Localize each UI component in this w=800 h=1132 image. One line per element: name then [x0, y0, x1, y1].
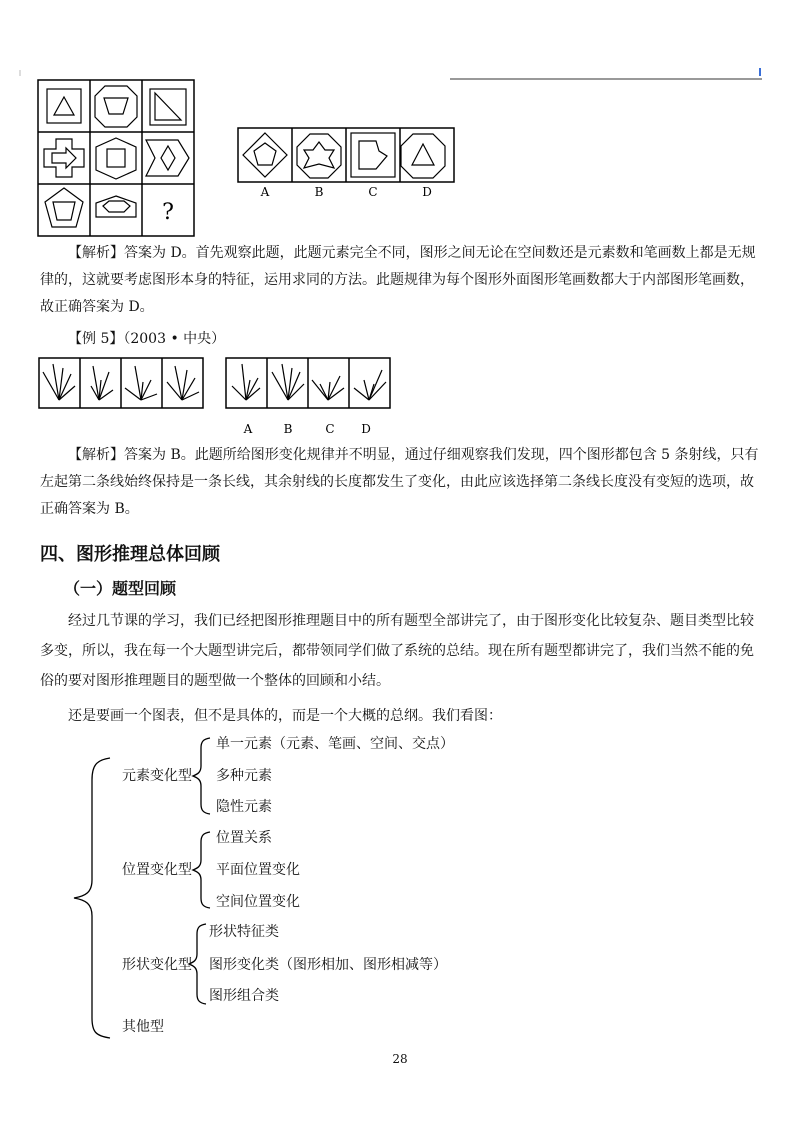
analysis1-prefix: 【解析】: [68, 245, 124, 261]
example5-source: （2003 • 中央）: [123, 331, 226, 347]
analysis1-text: 答案为 D。首先观察此题，此题元素完全不同，图形之间无论在空间数还是元素数和笔画数上都是无规律的，这就要考虑图形本身的特征，运用求同的方法。此题规律为每个图形外面图形笔画数都大于内部图形笔画数，故正确答案为 D。: [40, 245, 756, 315]
analysis2-prefix: 【解析】: [68, 447, 124, 463]
body-text: 经过几节课的学习，我们已经把图形推理题目中的所有题型全部讲完了，由于图形变化比较复杂、题目类型比较多变，所以，我在每一个大题型讲完后，都带领同学们做了系统的总结。现在所有题型都讲完了，我们当然不能的免俗的要对图形推理题目的题型做一个整体的回顾和小结。: [40, 613, 754, 689]
outline-item: 空间位置变化: [216, 894, 300, 910]
outline-item: 平面位置变化: [216, 862, 300, 878]
outline-item: 位置关系: [216, 830, 272, 846]
outline-item: 单一元素（元素、笔画、空间、交点）: [216, 736, 454, 752]
outline-other: 其他型: [122, 1019, 164, 1035]
ex5-option-label-b: B: [283, 422, 293, 436]
section4-1-title: （一）题型回顾: [64, 579, 177, 598]
ex5-option-label-a: A: [243, 422, 253, 436]
outline-group-position: 位置变化型: [122, 862, 192, 878]
brace-group-1: [193, 738, 210, 814]
ex5-option-label-d: D: [361, 422, 371, 436]
example5-prefix: 【例 5】: [68, 331, 124, 347]
outline-group-shape: 形状变化型: [122, 957, 192, 973]
ex5-option-label-c: C: [325, 422, 335, 436]
option-label-d: D: [422, 185, 432, 199]
outline-item: 形状特征类: [209, 924, 279, 940]
option-label-c: C: [368, 185, 378, 199]
intro-line: 还是要画一个图表，但不是具体的，而是一个大概的总纲。我们看图：: [68, 708, 502, 724]
section4-title: 四、图形推理总体回顾: [40, 544, 220, 565]
page-number: 28: [392, 1052, 408, 1066]
outline-item: 图形组合类: [209, 988, 279, 1004]
outline-item: 图形变化类（图形相加、图形相减等）: [209, 957, 447, 973]
outline-item: 多种元素: [216, 768, 272, 784]
question-mark: ?: [162, 200, 174, 225]
main-brace: [74, 758, 110, 1038]
analysis2-text: 答案为 B。此题所给图形变化规律并不明显，通过仔细观察我们发现，四个图形都包含 5 条射线，只有左起第二条线始终保持是一条长线，其余射线的长度都发生了变化，由此应该选择第二条线长度没有变短的选项，故正确答案为 B。: [40, 447, 759, 517]
outline-group-element: 元素变化型: [122, 768, 192, 784]
option-label-a: A: [260, 185, 270, 199]
outline-item: 隐性元素: [216, 799, 272, 815]
option-label-b: B: [314, 185, 324, 199]
brace-group-2: [193, 832, 210, 908]
